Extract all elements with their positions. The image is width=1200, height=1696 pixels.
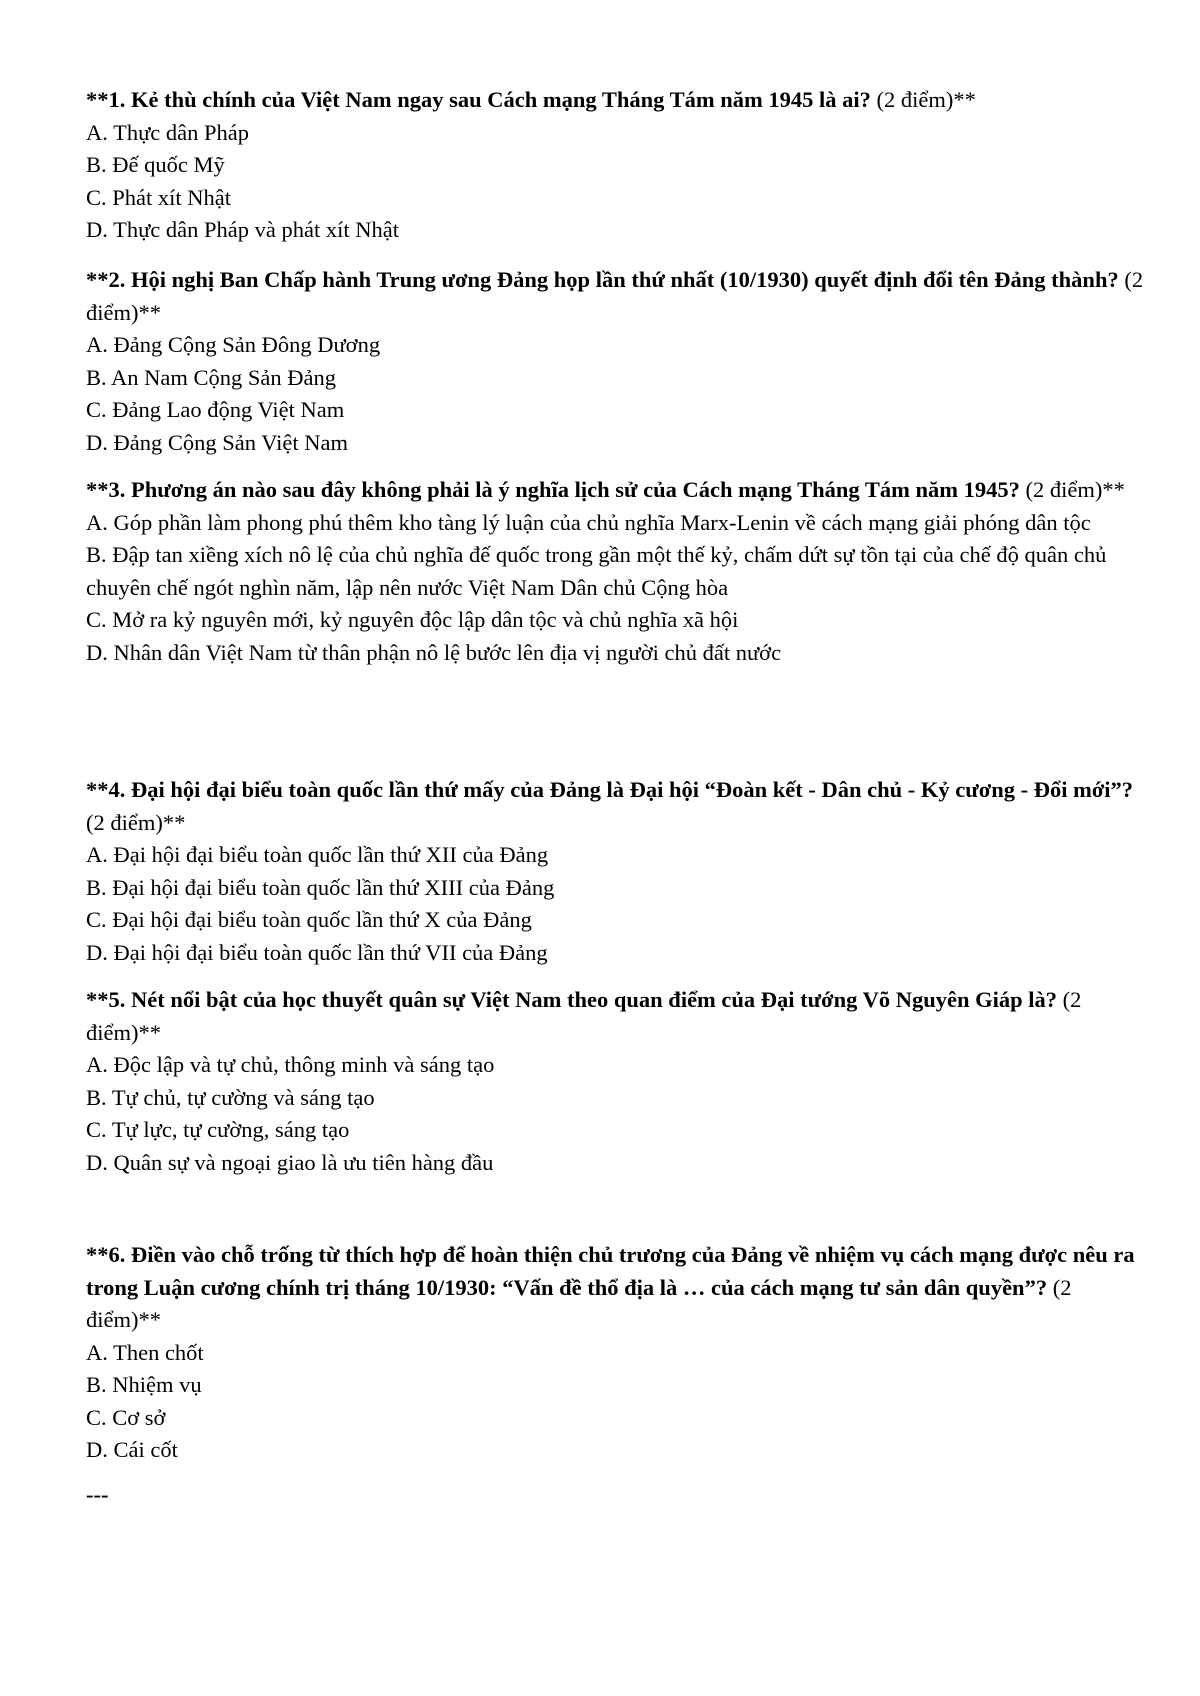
question-6	[86, 1239, 1146, 1467]
answer-option-a: A. Đảng Cộng Sản Đông Dương	[86, 332, 381, 357]
question-1	[86, 84, 1146, 247]
answer-option-d: D. Quân sự và ngoại giao là ưu tiên hàng đầu	[86, 1149, 494, 1175]
question-points: (2 điểm)**	[870, 87, 976, 112]
answer-option-c: C. Đảng Lao động Việt Nam	[86, 397, 345, 422]
answer-option-c: C. Mở ra kỷ nguyên mới, kỷ nguyên độc lập dân tộc và chủ nghĩa xã hội	[86, 607, 739, 632]
question-title: **5. Nét nổi bật của học thuyết quân sự Việt Nam theo quan điểm của Đại tướng Võ Nguyên Giáp là? (2 điểm)**	[86, 987, 1082, 1045]
question-title: **2. Hội nghị Ban Chấp hành Trung ương Đảng họp lần thứ nhất (10/1930) quyết định đổi tên Đảng thành? (2 điểm)**	[86, 267, 1144, 325]
answer-option-a: A. Độc lập và tự chủ, thông minh và sáng tạo	[86, 1052, 495, 1077]
answer-option-d: D. Nhân dân Việt Nam từ thân phận nô lệ bước lên địa vị người chủ đất nước	[86, 639, 782, 665]
answer-option-c: C. Phát xít Nhật	[86, 184, 231, 210]
answer-option-a: A. Góp phần làm phong phú thêm kho tàng lý luận của chủ nghĩa Marx-Lenin về cách mạng giải phóng dân tộc	[86, 509, 1091, 535]
question-points: (2 điểm)**	[1019, 477, 1125, 502]
answer-option-b: B. Đế quốc Mỹ	[86, 152, 225, 177]
question-title: **1. Kẻ thù chính của Việt Nam ngay sau Cách mạng Tháng Tám năm 1945 là ai? (2 điểm)**	[86, 87, 976, 112]
answer-option-c: C. Cơ sở	[86, 1404, 166, 1430]
answer-option-b: B. Tự chủ, tự cường và sáng tạo	[86, 1084, 375, 1110]
answer-option-b: B. Đại hội đại biểu toàn quốc lần thứ XIII của Đảng	[86, 874, 555, 900]
question-title: **3. Phương án nào sau đây không phải là ý nghĩa lịch sử của Cách mạng Tháng Tám năm 1945? (2 điểm)**	[86, 477, 1125, 502]
answer-option-a: A. Thực dân Pháp	[86, 119, 250, 145]
question-title: **4. Đại hội đại biểu toàn quốc lần thứ mấy của Đảng là Đại hội “Đoàn kết - Dân chủ - Kỷ cương - Đổi mới”? (2 điểm)**	[86, 777, 1134, 835]
question-2	[86, 264, 1146, 459]
question-title: **6. Điền vào chỗ trống từ thích hợp để hoàn thiện chủ trương của Đảng về nhiệm vụ cách mạng được nêu ra trong Luận cương chính trị tháng 10/1930: “Vấn đề thổ địa là … của cách mạng tư sản dân quyền”? (2 điểm)**	[86, 1242, 1135, 1332]
answer-option-d: D. Đại hội đại biểu toàn quốc lần thứ VII của Đảng	[86, 939, 548, 965]
question-points: (2 điểm)**	[86, 809, 186, 835]
question-3	[86, 474, 1146, 669]
question-4	[86, 774, 1146, 969]
answer-option-b: B. An Nam Cộng Sản Đảng	[86, 364, 336, 390]
answer-option-d: D. Thực dân Pháp và phát xít Nhật	[86, 217, 399, 242]
answer-option-d: D. Cái cốt	[86, 1437, 178, 1462]
answer-option-c: C. Tự lực, tự cường, sáng tạo	[86, 1117, 350, 1142]
answer-option-d: D. Đảng Cộng Sản Việt Nam	[86, 429, 348, 455]
question-points: (2 điểm)**	[86, 987, 1082, 1045]
question-5	[86, 984, 1146, 1179]
answer-option-b: B. Đập tan xiềng xích nô lệ của chủ nghĩa đế quốc trong gần một thế kỷ, chấm dứt sự tồn tại của chế độ quân chủ chuyên chế ngót nghìn năm, lập nên nước Việt Nam Dân chủ Cộng hòa	[86, 542, 1107, 600]
question-points: (2 điểm)**	[86, 1274, 1072, 1332]
answer-option-a: A. Then chốt	[86, 1339, 204, 1365]
horizontal-rule-marker: ---	[86, 1482, 109, 1507]
answer-option-a: A. Đại hội đại biểu toàn quốc lần thứ XII của Đảng	[86, 842, 549, 867]
question-points: (2 điểm)**	[86, 267, 1144, 325]
answer-option-b: B. Nhiệm vụ	[86, 1372, 202, 1397]
answer-option-c: C. Đại hội đại biểu toàn quốc lần thứ X của Đảng	[86, 907, 532, 932]
